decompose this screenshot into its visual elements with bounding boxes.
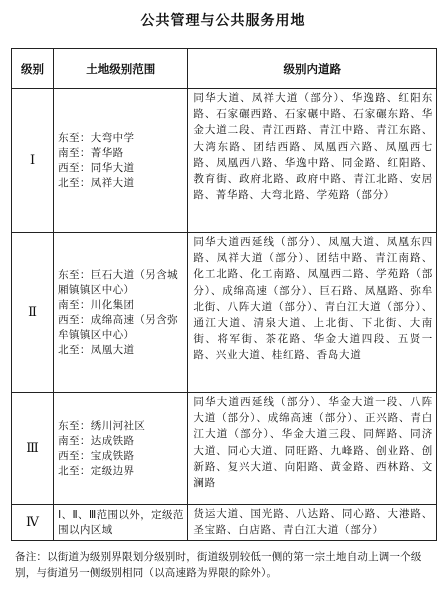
roads-cell: 同华大道、凤祥大道（部分）、华逸路、红阳东路、石家碾西路、石家碾中路、石家碾东路、华金大道二段、青江西路、青江中路、青江东路、大湾东路、团结西路、凤凰西六路、凤凰西七路、凤凰西八路、华逸中路、同金路、红阳路、教育街、政府北路、政府中路、青江北路、安居路、菁华路、大弯北路、学苑路（部分） bbox=[188, 89, 437, 233]
range-cell bbox=[54, 505, 188, 541]
table-row bbox=[12, 393, 437, 505]
level-cell: Ⅲ bbox=[12, 393, 54, 505]
table-header-row bbox=[12, 49, 437, 89]
range-line: 北至：凤祥大道 bbox=[58, 176, 135, 189]
range-line: 南至：达成铁路 bbox=[58, 434, 135, 447]
range-cell bbox=[54, 89, 188, 233]
range-cell bbox=[54, 233, 188, 393]
header-roads: 级别内道路 bbox=[188, 49, 437, 89]
range-line: 西至：宝成铁路 bbox=[58, 449, 135, 462]
range-line: 南至：菁华路 bbox=[58, 146, 124, 159]
roads-cell: 同华大道西延线（部分）、华金大道一段、八阵大道（部分）、成绵高速（部分）、正兴路、青白江大道（部分）、华金大道三段、同辉路、同济大道、同心大道、同旺路、九峰路、创业路、创新路、复兴大道、向阳路、黄金路、西林路、文澜路 bbox=[188, 393, 437, 505]
footnote: 备注：以街道为级别界限划分级别时，街道级别较低一侧的第一宗土地自动上调一个级别，与街道另一侧级别相同（以高速路为界限的除外）。 bbox=[15, 551, 422, 579]
header-level: 级别 bbox=[12, 49, 54, 89]
range-cell bbox=[54, 393, 188, 505]
page-title: 公共管理与公共服务用地 bbox=[140, 13, 306, 29]
range-line: 北至：定级边界 bbox=[58, 464, 135, 477]
range-line: 东至：巨石大道（另含城厢镇镇区中心） bbox=[58, 268, 178, 296]
range-line: 西至：同华大道 bbox=[58, 161, 135, 174]
range-line: 南至：川化集团 bbox=[58, 298, 135, 311]
table-row bbox=[12, 505, 437, 541]
table-row bbox=[12, 233, 437, 393]
range-line: 北至：凤凰大道 bbox=[58, 343, 135, 356]
range-line: 西至：成绵高速（另含弥牟镇镇区中心） bbox=[58, 313, 178, 341]
level-cell: Ⅰ bbox=[12, 89, 54, 233]
level-cell: Ⅱ bbox=[12, 233, 54, 393]
roads-cell: 同华大道西延线（部分）、凤凰大道、凤凰东四路、凤祥大道（部分）、团结中路、青江南路、化工北路、化工南路、凤凰西二路、学苑路（部分）、成绵高速（部分）、巨石路、凤凰路、弥牟北街、八阵大道（部分）、青白江大道（部分）、通江大道、清泉大道、上北街、下北街、大南街、将军街、茶花路、华金大道四段、五贤一路、兴业大道、桂红路、香岛大道 bbox=[188, 233, 437, 393]
range-line: 东至：大弯中学 bbox=[58, 131, 135, 144]
range-line: Ⅰ、Ⅱ、Ⅲ范围以外，定级范围以内区域 bbox=[58, 508, 184, 536]
table-row bbox=[12, 89, 437, 233]
land-level-table bbox=[11, 48, 437, 541]
level-cell: Ⅳ bbox=[12, 505, 54, 541]
header-range: 土地级别范围 bbox=[54, 49, 188, 89]
range-line: 东至：绣川河社区 bbox=[58, 419, 146, 432]
roads-cell: 货运大道、国光路、八达路、同心路、大港路、圣宝路、白店路、青白江大道（部分） bbox=[188, 505, 437, 541]
